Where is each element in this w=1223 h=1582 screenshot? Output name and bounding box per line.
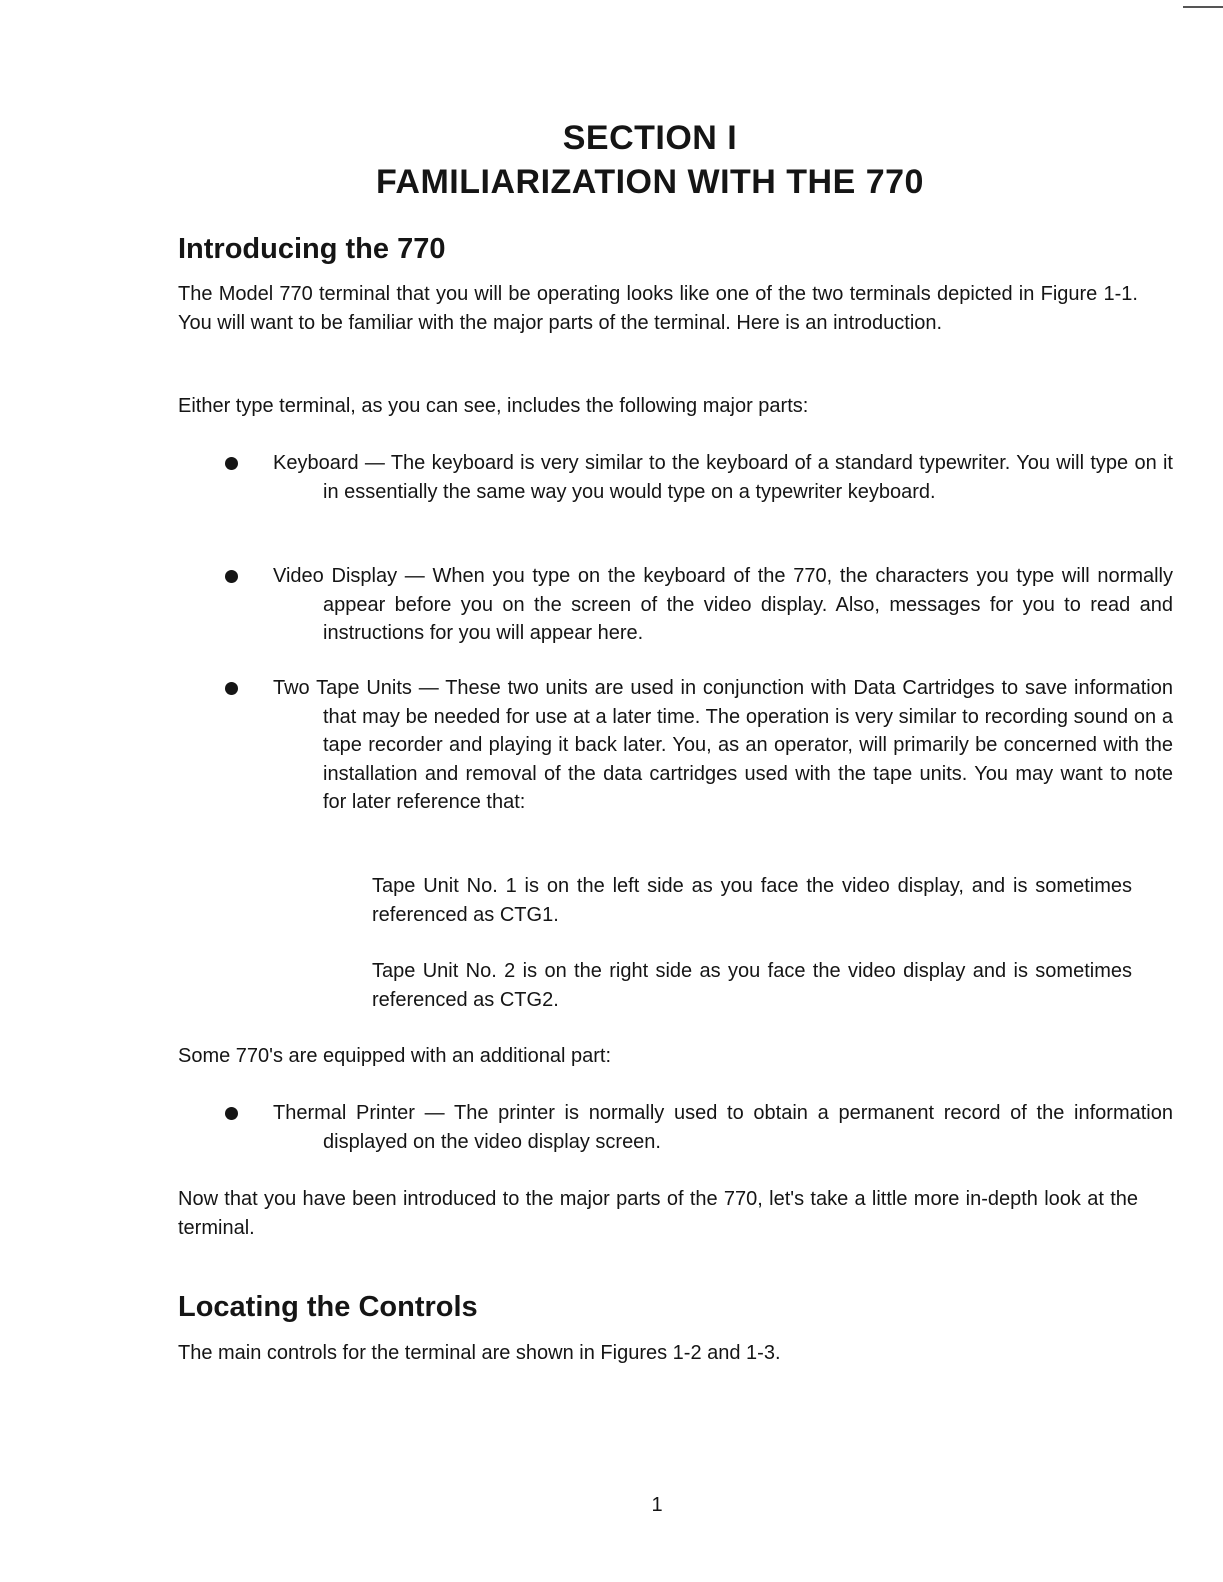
bullet-tape-units-text: Two Tape Units — These two units are used in conjunction with Data Cartridges to save information that may be needed for use at a later time. The operation is very similar to recording sound on a tape recorder and playing it back later. You, as an operator, will primarily be concerned with the installation and removal of the data cartridges used with the tape units. You may want to note for later reference that: [273, 677, 1173, 813]
parts-lead-paragraph: Either type terminal, as you can see, includes the following major parts: [178, 395, 809, 417]
intro-paragraph: The Model 770 terminal that you will be operating looks like one of the two terminals depicted in Figure 1-1. You will want to be familiar with the major parts of the terminal. Here is an introduction. [178, 283, 1138, 334]
closing-intro-paragraph: Now that you have been introduced to the major parts of the 770, let's take a little more in-depth look at the terminal. [178, 1188, 1138, 1239]
controls-paragraph: The main controls for the terminal are shown in Figures 1-2 and 1-3. [178, 1342, 781, 1364]
tape-unit-2-note: Tape Unit No. 2 is on the right side as you face the video display and is sometimes referenced as CTG2. [372, 960, 1132, 1011]
controls-heading: Locating the Controls [178, 1291, 478, 1323]
bullet-keyboard-text: Keyboard — The keyboard is very similar to the keyboard of a standard typewriter. You will type on it in essentially the same way you would type on a typewriter keyboard. [273, 452, 1173, 503]
bullet-video-display-text: Video Display — When you type on the keyboard of the 770, the characters you type will normally appear before you on the screen of the video display. Also, messages for you to read and instructions for you will appear here. [273, 565, 1173, 644]
additional-part-paragraph: Some 770's are equipped with an additional part: [178, 1045, 611, 1067]
bullet-icon [225, 682, 238, 695]
tape-unit-1-note: Tape Unit No. 1 is on the left side as you face the video display, and is sometimes referenced as CTG1. [372, 875, 1132, 926]
bullet-icon [225, 570, 238, 583]
section-title: FAMILIARIZATION WITH THE 770 [376, 163, 924, 201]
bullet-thermal-printer-text: Thermal Printer — The printer is normally used to obtain a permanent record of the information displayed on the video display screen. [273, 1102, 1173, 1153]
bullet-icon [225, 457, 238, 470]
section-number: SECTION I [562, 119, 738, 157]
page-number: 1 [651, 1494, 663, 1516]
scan-edge-mark [1183, 6, 1223, 8]
bullet-icon [225, 1107, 238, 1120]
intro-heading: Introducing the 770 [178, 233, 446, 265]
